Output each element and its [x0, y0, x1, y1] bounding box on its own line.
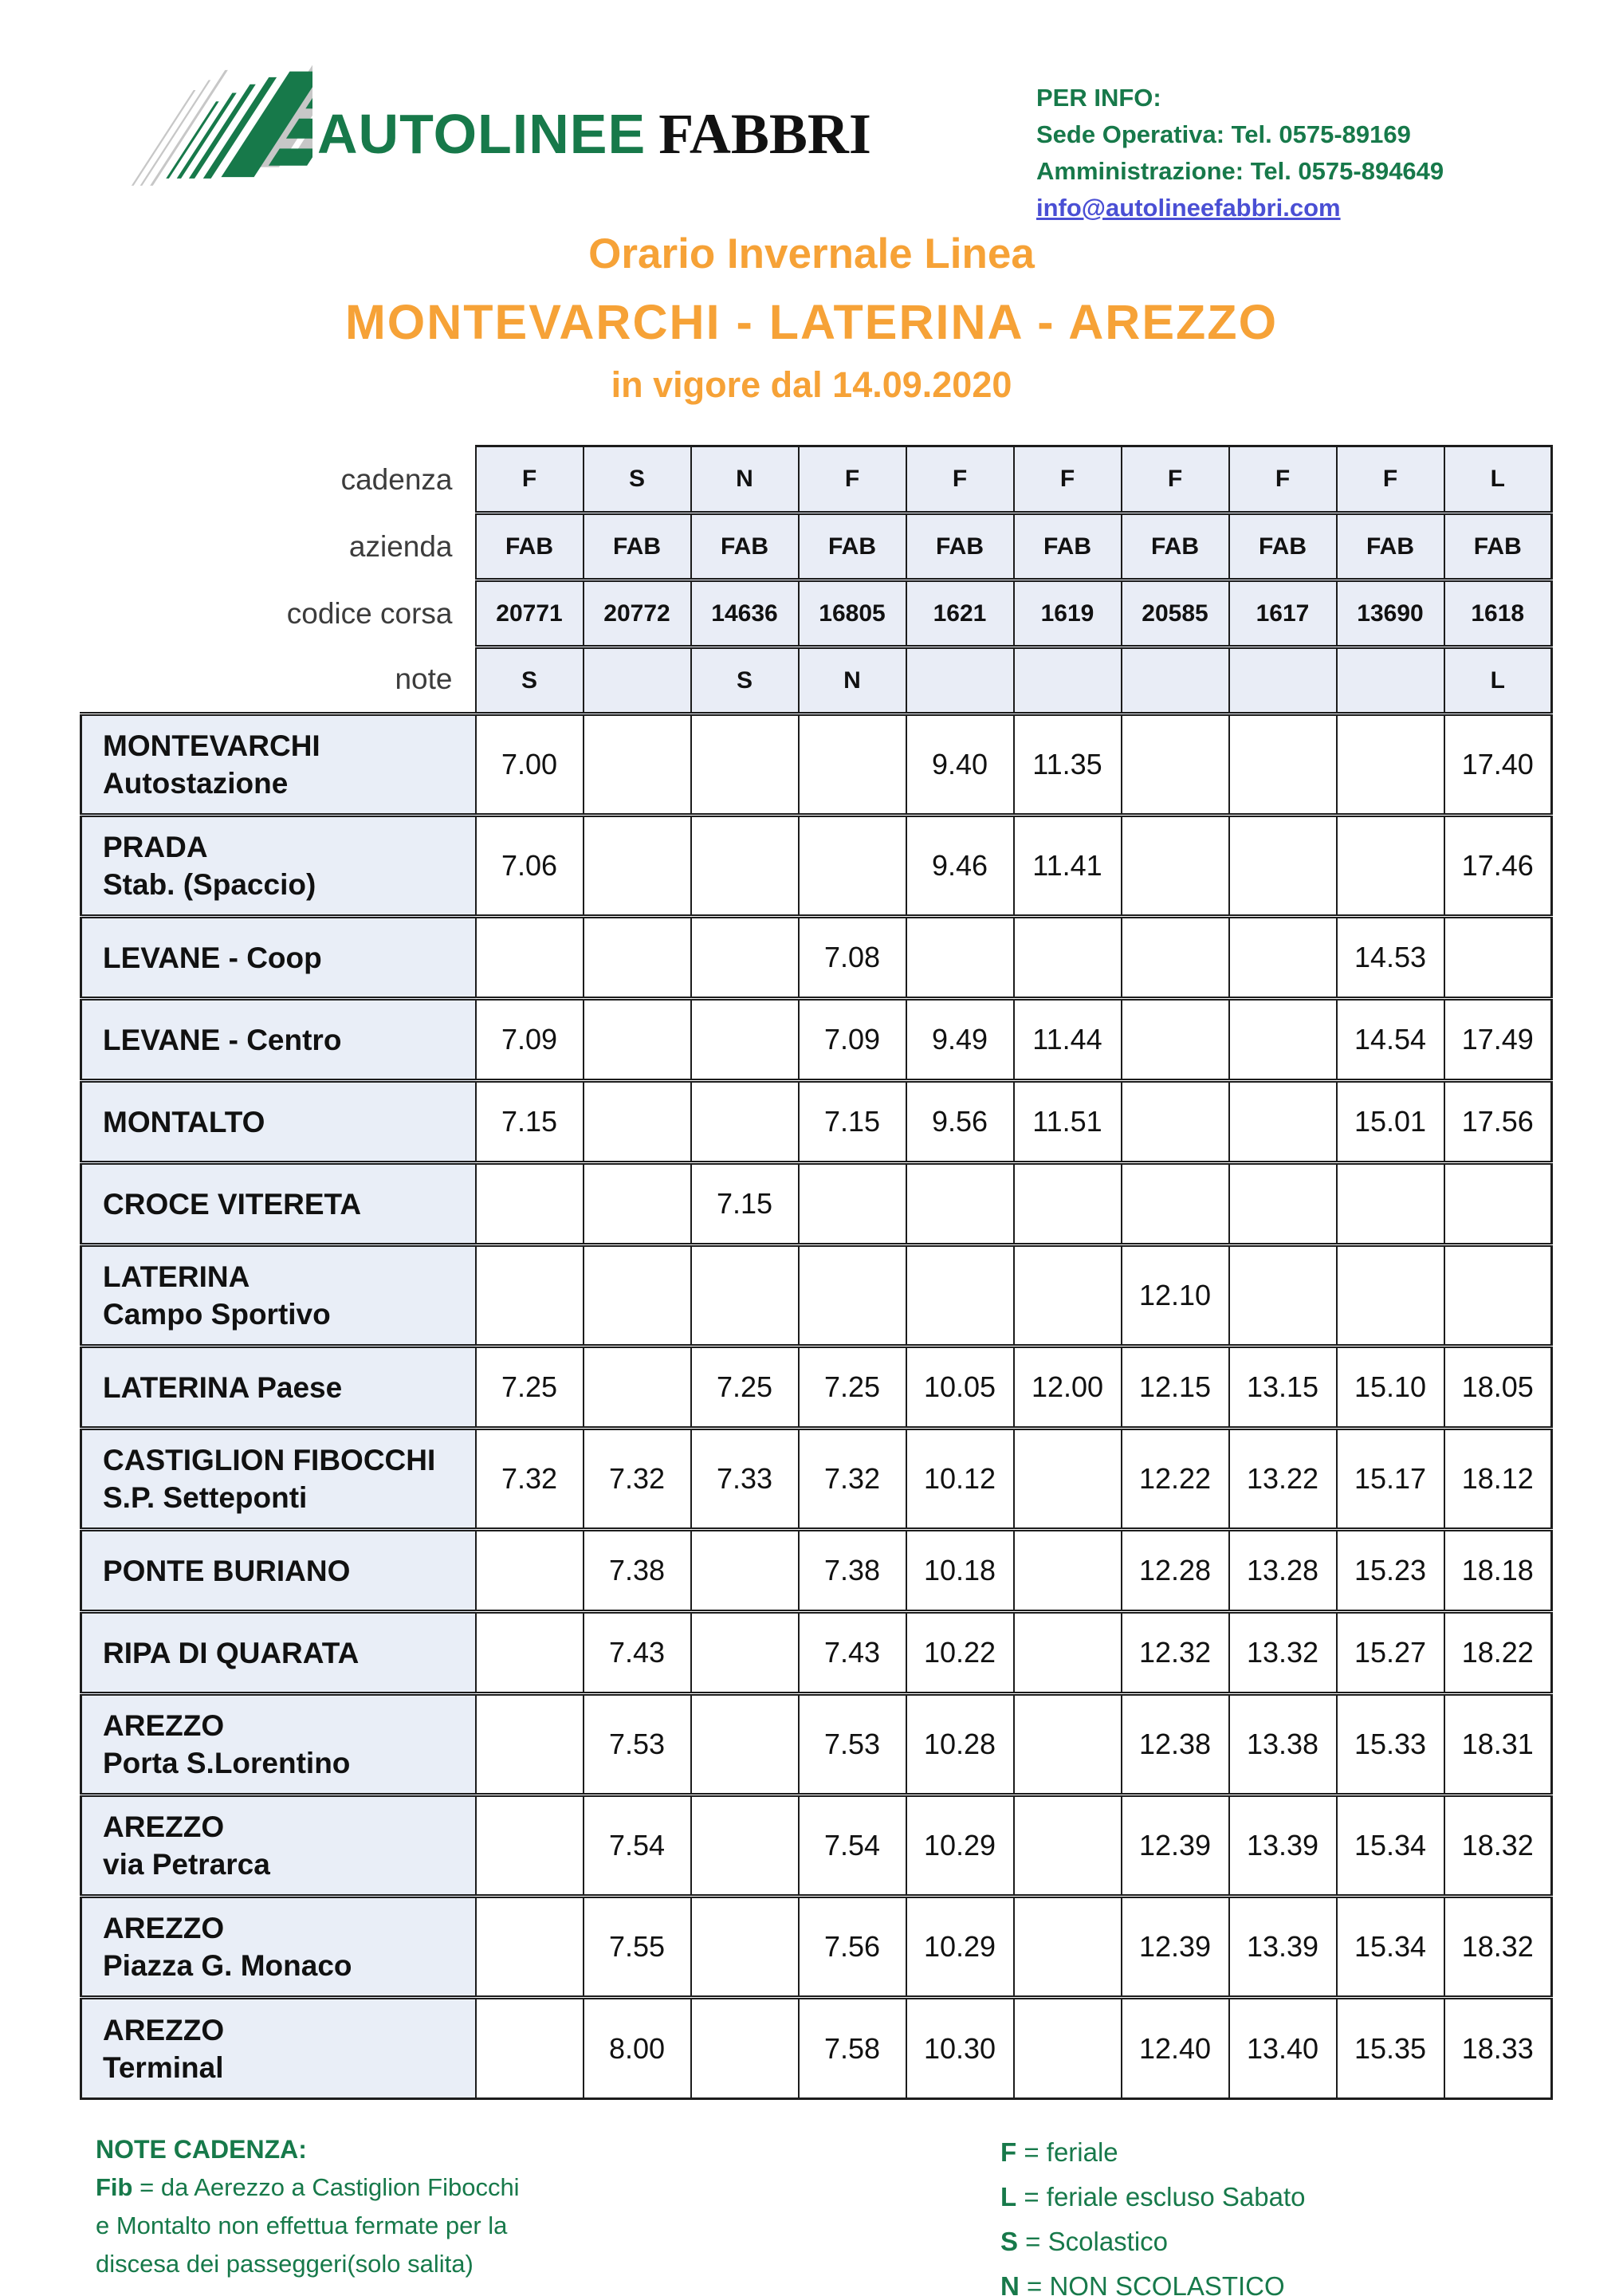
header-value-cell: S [584, 446, 691, 513]
time-cell: 12.39 [1122, 1897, 1229, 1998]
header-value-cell [584, 647, 691, 714]
empty-time-cell [476, 1245, 584, 1347]
station-name: CASTIGLION FIBOCCHI [103, 1444, 436, 1476]
note-line-1: Fib = da Aerezzo a Castiglion Fibocchi [96, 2173, 520, 2201]
station-cell [81, 1163, 476, 1245]
empty-time-cell [584, 1245, 691, 1347]
timetable-row [81, 1612, 1552, 1694]
header-value-cell: FAB [1122, 513, 1229, 580]
header-value-cell: FAB [906, 513, 1014, 580]
time-cell: 17.49 [1444, 999, 1552, 1081]
station-cell [81, 1530, 476, 1612]
time-cell: 7.15 [799, 1081, 906, 1163]
contact-info [1036, 80, 1444, 226]
empty-time-cell [906, 917, 1014, 999]
empty-time-cell [1229, 1245, 1337, 1347]
contact-phone-operativa: Sede Operativa: Tel. 0575-89169 [1036, 120, 1411, 148]
header-value-cell: 1621 [906, 580, 1014, 647]
title-line-2: MONTEVARCHI - LATERINA - AREZZO [344, 295, 1279, 349]
contact-email-link[interactable]: info@autolineefabbri.com [1036, 194, 1341, 222]
time-cell: 17.46 [1444, 816, 1552, 917]
station-cell [81, 1795, 476, 1897]
timetable-row [81, 1163, 1552, 1245]
empty-time-cell [476, 1998, 584, 2099]
empty-time-cell [1014, 1897, 1122, 1998]
timetable-row [81, 1998, 1552, 2099]
time-cell: 7.15 [476, 1081, 584, 1163]
empty-time-cell [476, 1530, 584, 1612]
empty-time-cell [1229, 1081, 1337, 1163]
empty-time-cell [584, 1347, 691, 1429]
time-cell: 15.33 [1337, 1694, 1444, 1795]
time-cell: 18.05 [1444, 1347, 1552, 1429]
empty-time-cell [1122, 714, 1229, 816]
station-name: AREZZO [103, 1810, 225, 1843]
station-cell [81, 999, 476, 1081]
timetable-row [81, 1347, 1552, 1429]
timetable-row [81, 816, 1552, 917]
header-row-cadenza [81, 446, 1552, 513]
header-row-codice-corsa [81, 580, 1552, 647]
contact-phone-amministrazione: Amministrazione: Tel. 0575-894649 [1036, 157, 1444, 185]
time-cell: 15.01 [1337, 1081, 1444, 1163]
station-name: LEVANE - Coop [103, 941, 322, 974]
time-cell: 7.00 [476, 714, 584, 816]
empty-time-cell [1444, 1163, 1552, 1245]
time-cell: 15.27 [1337, 1612, 1444, 1694]
header-value-cell: F [906, 446, 1014, 513]
header-row-label: azienda [81, 513, 476, 580]
header-value-cell [1229, 647, 1337, 714]
empty-time-cell [584, 1163, 691, 1245]
header-value-cell: F [1229, 446, 1337, 513]
time-cell: 12.40 [1122, 1998, 1229, 2099]
time-cell: 12.22 [1122, 1429, 1229, 1530]
time-cell: 15.23 [1337, 1530, 1444, 1612]
empty-time-cell [1014, 1694, 1122, 1795]
time-cell: 12.32 [1122, 1612, 1229, 1694]
time-cell: 7.53 [799, 1694, 906, 1795]
timetable-wrapper [80, 445, 1553, 2100]
header-row-label: codice corsa [81, 580, 476, 647]
time-cell: 18.22 [1444, 1612, 1552, 1694]
time-cell: 12.10 [1122, 1245, 1229, 1347]
logo-text-fabbri: FABBRI [658, 101, 871, 166]
contact-heading: PER INFO: [1036, 84, 1161, 112]
time-cell: 7.15 [691, 1163, 799, 1245]
station-subname: Piazza G. Monaco [103, 1949, 352, 1982]
header-value-cell: FAB [476, 513, 584, 580]
empty-time-cell [1122, 917, 1229, 999]
empty-time-cell [1014, 1530, 1122, 1612]
empty-time-cell [799, 1163, 906, 1245]
station-cell [81, 1694, 476, 1795]
station-subname: via Petrarca [103, 1848, 270, 1881]
time-cell: 11.51 [1014, 1081, 1122, 1163]
header-value-cell: FAB [799, 513, 906, 580]
header-value-cell: FAB [1014, 513, 1122, 580]
time-cell: 12.38 [1122, 1694, 1229, 1795]
header-value-cell: 16805 [799, 580, 906, 647]
station-cell [81, 1347, 476, 1429]
time-cell: 18.18 [1444, 1530, 1552, 1612]
time-cell: 14.54 [1337, 999, 1444, 1081]
time-cell: 10.18 [906, 1530, 1014, 1612]
time-cell: 7.53 [584, 1694, 691, 1795]
empty-time-cell [476, 1694, 584, 1795]
timetable-row [81, 1081, 1552, 1163]
station-cell [81, 917, 476, 999]
header-value-cell: FAB [1337, 513, 1444, 580]
empty-time-cell [691, 1795, 799, 1897]
time-cell: 10.29 [906, 1795, 1014, 1897]
header-value-cell: FAB [1229, 513, 1337, 580]
station-name: LATERINA [103, 1260, 250, 1293]
header-value-cell: 1619 [1014, 580, 1122, 647]
empty-time-cell [691, 1081, 799, 1163]
timetable-row [81, 1530, 1552, 1612]
time-cell: 7.09 [799, 999, 906, 1081]
autolinee-fabbri-logo-icon [73, 56, 312, 191]
empty-time-cell [799, 816, 906, 917]
station-name: PONTE BURIANO [103, 1554, 351, 1587]
note-cadenza-block [96, 2130, 520, 2283]
time-cell: 15.17 [1337, 1429, 1444, 1530]
header-value-cell: F [1337, 446, 1444, 513]
empty-time-cell [584, 999, 691, 1081]
empty-time-cell [584, 917, 691, 999]
empty-time-cell [691, 1694, 799, 1795]
time-cell: 10.29 [906, 1897, 1014, 1998]
timetable-row [81, 1245, 1552, 1347]
time-cell: 13.39 [1229, 1897, 1337, 1998]
note-line-3: discesa dei passeggeri(solo salita) [96, 2250, 474, 2278]
header-row-label: note [81, 647, 476, 714]
empty-time-cell [1229, 1163, 1337, 1245]
empty-time-cell [1337, 816, 1444, 917]
header-value-cell: F [476, 446, 584, 513]
time-cell: 7.25 [476, 1347, 584, 1429]
station-name: AREZZO [103, 1709, 225, 1742]
empty-time-cell [1229, 999, 1337, 1081]
legend-item: L = feriale escluso Sabato [1000, 2182, 1306, 2211]
station-cell [81, 1998, 476, 2099]
empty-time-cell [1229, 714, 1337, 816]
empty-time-cell [1337, 1163, 1444, 1245]
empty-time-cell [906, 1245, 1014, 1347]
station-name: CROCE VITERETA [103, 1187, 362, 1221]
header-value-cell: F [1014, 446, 1122, 513]
note-line-2: e Montalto non effettua fermate per la [96, 2211, 508, 2239]
station-subname: Autostazione [103, 767, 289, 800]
empty-time-cell [476, 1897, 584, 1998]
timetable-row [81, 917, 1552, 999]
header-value-cell: F [1122, 446, 1229, 513]
station-subname: S.P. Setteponti [103, 1481, 308, 1514]
header-value-cell: 20772 [584, 580, 691, 647]
empty-time-cell [1229, 816, 1337, 917]
header-value-cell: N [691, 446, 799, 513]
empty-time-cell [1014, 1163, 1122, 1245]
time-cell: 15.10 [1337, 1347, 1444, 1429]
header-value-cell: N [799, 647, 906, 714]
time-cell: 18.32 [1444, 1795, 1552, 1897]
empty-time-cell [1014, 1998, 1122, 2099]
empty-time-cell [476, 1612, 584, 1694]
note-cadenza-heading: NOTE CADENZA: [96, 2135, 307, 2164]
time-cell: 7.09 [476, 999, 584, 1081]
header-value-cell: 20771 [476, 580, 584, 647]
time-cell: 7.54 [799, 1795, 906, 1897]
station-name: AREZZO [103, 2013, 225, 2046]
time-cell: 10.28 [906, 1694, 1014, 1795]
empty-time-cell [1014, 1245, 1122, 1347]
header-row-note [81, 647, 1552, 714]
time-cell: 18.31 [1444, 1694, 1552, 1795]
time-cell: 15.34 [1337, 1795, 1444, 1897]
timetable-row [81, 1429, 1552, 1530]
empty-time-cell [584, 714, 691, 816]
time-cell: 12.28 [1122, 1530, 1229, 1612]
empty-time-cell [476, 1163, 584, 1245]
timetable-row [81, 999, 1552, 1081]
time-cell: 7.08 [799, 917, 906, 999]
time-cell: 11.44 [1014, 999, 1122, 1081]
station-name: LEVANE - Centro [103, 1023, 342, 1056]
empty-time-cell [584, 816, 691, 917]
station-cell [81, 1429, 476, 1530]
timetable-row [81, 1795, 1552, 1897]
header-value-cell: L [1444, 647, 1552, 714]
time-cell: 9.40 [906, 714, 1014, 816]
time-cell: 17.56 [1444, 1081, 1552, 1163]
time-cell: 10.22 [906, 1612, 1014, 1694]
empty-time-cell [1444, 917, 1552, 999]
station-subname: Terminal [103, 2050, 224, 2084]
header-value-cell: S [691, 647, 799, 714]
time-cell: 13.28 [1229, 1530, 1337, 1612]
title-validity: in vigore dal 14.09.2020 [611, 364, 1012, 405]
legend-list [1000, 2130, 1305, 2296]
empty-time-cell [1337, 1245, 1444, 1347]
empty-time-cell [1014, 917, 1122, 999]
header-value-cell [1014, 647, 1122, 714]
time-cell: 9.46 [906, 816, 1014, 917]
empty-time-cell [1122, 999, 1229, 1081]
station-cell [81, 1612, 476, 1694]
timetable-row [81, 1897, 1552, 1998]
time-cell: 8.00 [584, 1998, 691, 2099]
empty-time-cell [691, 1897, 799, 1998]
empty-time-cell [1229, 917, 1337, 999]
empty-time-cell [1122, 1081, 1229, 1163]
header-value-cell: 14636 [691, 580, 799, 647]
station-cell [81, 714, 476, 816]
empty-time-cell [691, 1245, 799, 1347]
header-value-cell: 1618 [1444, 580, 1552, 647]
header-value-cell: S [476, 647, 584, 714]
time-cell: 7.32 [476, 1429, 584, 1530]
station-cell [81, 1245, 476, 1347]
header-value-cell: FAB [691, 513, 799, 580]
empty-time-cell [1337, 714, 1444, 816]
station-name: PRADA [103, 831, 208, 863]
legend-item: N = NON SCOLASTICO [1000, 2271, 1285, 2296]
header-value-cell: 13690 [1337, 580, 1444, 647]
time-cell: 12.00 [1014, 1347, 1122, 1429]
timetable-row [81, 714, 1552, 816]
header-value-cell: L [1444, 446, 1552, 513]
empty-time-cell [476, 917, 584, 999]
page-title [0, 230, 1623, 406]
time-cell: 18.32 [1444, 1897, 1552, 1998]
empty-time-cell [691, 1530, 799, 1612]
station-subname: Porta S.Lorentino [103, 1747, 351, 1779]
station-name: AREZZO [103, 1912, 225, 1944]
time-cell: 9.56 [906, 1081, 1014, 1163]
empty-time-cell [799, 1245, 906, 1347]
time-cell: 18.33 [1444, 1998, 1552, 2099]
time-cell: 7.25 [799, 1347, 906, 1429]
time-cell: 7.25 [691, 1347, 799, 1429]
empty-time-cell [691, 1998, 799, 2099]
autolinee-fabbri-logo [73, 56, 871, 191]
station-subname: Stab. (Spaccio) [103, 868, 316, 901]
empty-time-cell [691, 1612, 799, 1694]
time-cell: 7.54 [584, 1795, 691, 1897]
header-value-cell: 20585 [1122, 580, 1229, 647]
empty-time-cell [1122, 1163, 1229, 1245]
time-cell: 13.39 [1229, 1795, 1337, 1897]
header-row-azienda [81, 513, 1552, 580]
empty-time-cell [1122, 816, 1229, 917]
time-cell: 10.05 [906, 1347, 1014, 1429]
timetable-row [81, 1694, 1552, 1795]
time-cell: 10.12 [906, 1429, 1014, 1530]
empty-time-cell [691, 917, 799, 999]
time-cell: 13.40 [1229, 1998, 1337, 2099]
header-value-cell: 1617 [1229, 580, 1337, 647]
empty-time-cell [691, 999, 799, 1081]
time-cell: 7.43 [584, 1612, 691, 1694]
header-value-cell [1337, 647, 1444, 714]
station-cell [81, 816, 476, 917]
empty-time-cell [799, 714, 906, 816]
empty-time-cell [906, 1163, 1014, 1245]
station-name: MONTALTO [103, 1105, 265, 1138]
time-cell: 13.32 [1229, 1612, 1337, 1694]
empty-time-cell [1014, 1612, 1122, 1694]
time-cell: 7.38 [584, 1530, 691, 1612]
time-cell: 7.38 [799, 1530, 906, 1612]
time-cell: 7.32 [584, 1429, 691, 1530]
time-cell: 12.39 [1122, 1795, 1229, 1897]
logo-wordmark [317, 101, 871, 167]
time-cell: 11.35 [1014, 714, 1122, 816]
empty-time-cell [584, 1081, 691, 1163]
time-cell: 7.33 [691, 1429, 799, 1530]
empty-time-cell [1014, 1795, 1122, 1897]
logo-text-autolinee: AUTOLINEE [317, 102, 646, 165]
empty-time-cell [1014, 1429, 1122, 1530]
header-value-cell: FAB [1444, 513, 1552, 580]
legend-item: F = feriale [1000, 2137, 1118, 2167]
time-cell: 13.15 [1229, 1347, 1337, 1429]
time-cell: 15.35 [1337, 1998, 1444, 2099]
header-row-label: cadenza [81, 446, 476, 513]
time-cell: 10.30 [906, 1998, 1014, 2099]
time-cell: 7.43 [799, 1612, 906, 1694]
time-cell: 7.58 [799, 1998, 906, 2099]
station-name: MONTEVARCHI [103, 729, 320, 762]
empty-time-cell [476, 1795, 584, 1897]
timetable-body [81, 446, 1552, 2099]
time-cell: 7.06 [476, 816, 584, 917]
time-cell: 12.15 [1122, 1347, 1229, 1429]
header-value-cell: FAB [584, 513, 691, 580]
time-cell: 17.40 [1444, 714, 1552, 816]
header-value-cell: F [799, 446, 906, 513]
time-cell: 15.34 [1337, 1897, 1444, 1998]
header-value-cell [906, 647, 1014, 714]
station-name: LATERINA Paese [103, 1370, 343, 1404]
time-cell: 13.22 [1229, 1429, 1337, 1530]
empty-time-cell [691, 714, 799, 816]
time-cell: 13.38 [1229, 1694, 1337, 1795]
time-cell: 7.32 [799, 1429, 906, 1530]
time-cell: 7.55 [584, 1897, 691, 1998]
header-value-cell [1122, 647, 1229, 714]
title-line-1: Orario Invernale Linea [588, 230, 1035, 277]
station-subname: Campo Sportivo [103, 1298, 331, 1331]
timetable [80, 445, 1553, 2100]
empty-time-cell [1444, 1245, 1552, 1347]
time-cell: 9.49 [906, 999, 1014, 1081]
station-cell [81, 1081, 476, 1163]
station-cell [81, 1897, 476, 1998]
time-cell: 18.12 [1444, 1429, 1552, 1530]
time-cell: 7.56 [799, 1897, 906, 1998]
station-name: RIPA DI QUARATA [103, 1636, 360, 1669]
legend-item: S = Scolastico [1000, 2227, 1169, 2256]
time-cell: 14.53 [1337, 917, 1444, 999]
time-cell: 11.41 [1014, 816, 1122, 917]
empty-time-cell [691, 816, 799, 917]
